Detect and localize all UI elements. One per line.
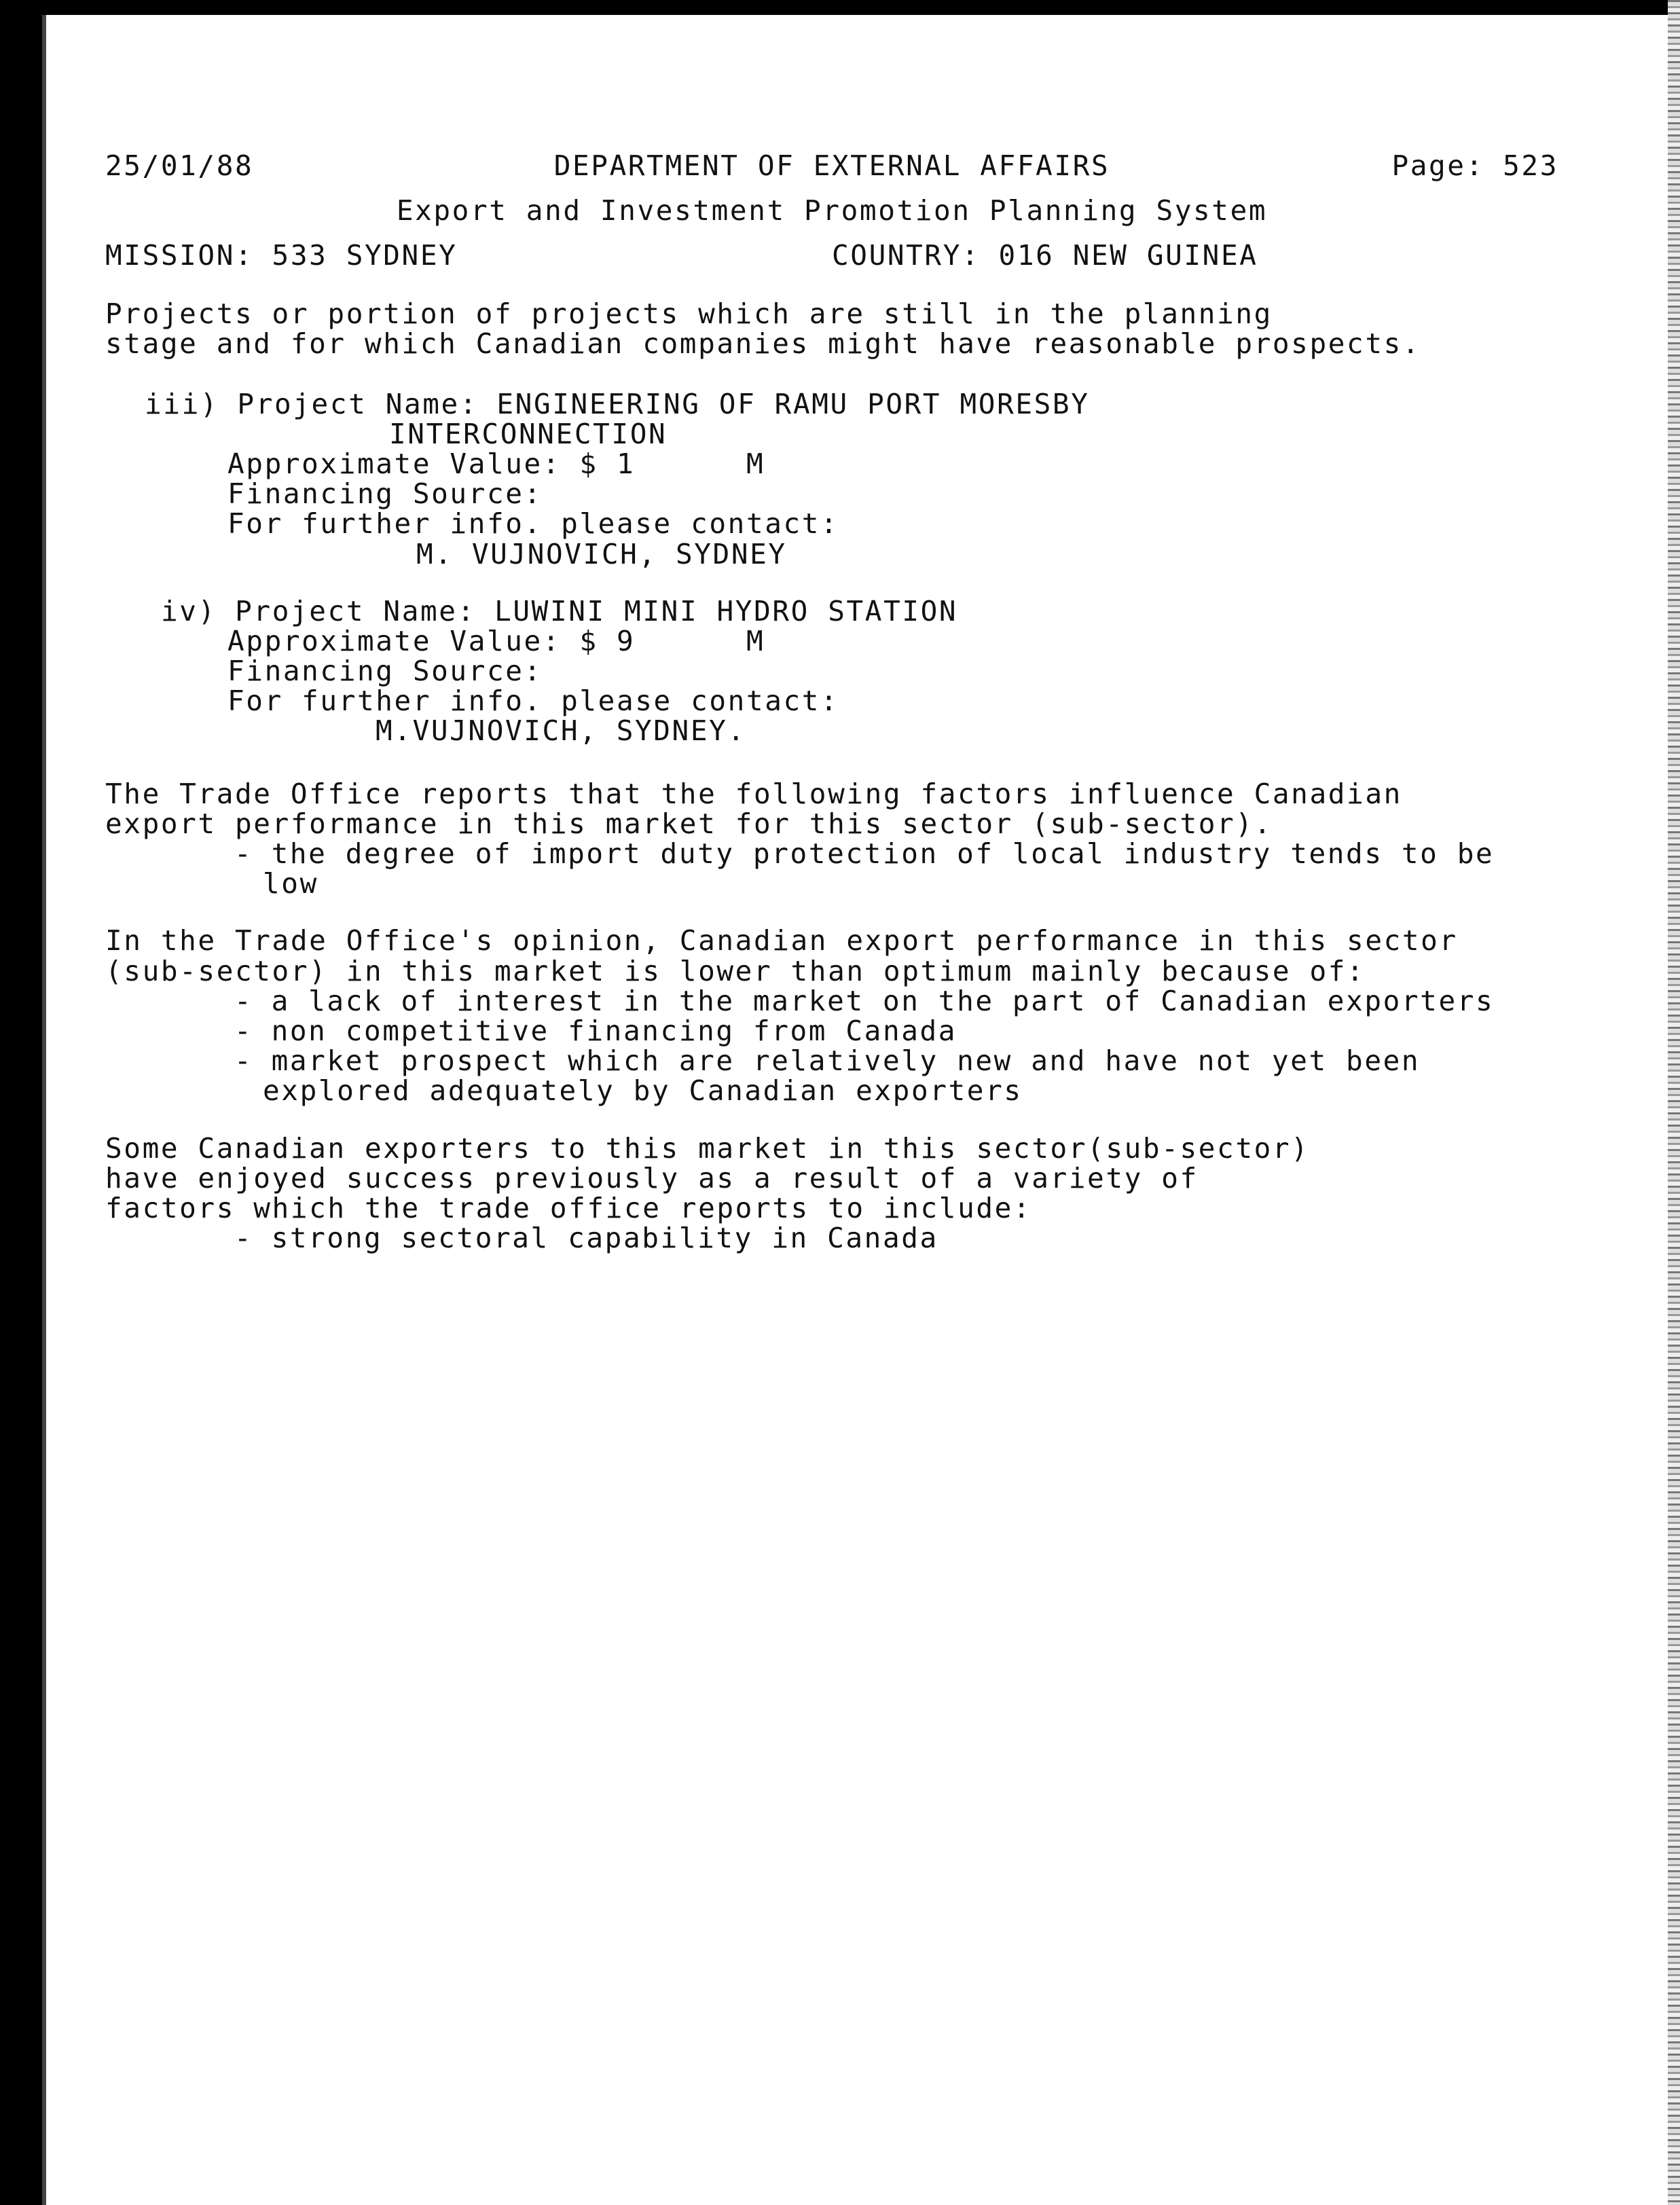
intro-line-1: Projects or portion of projects which are still in the planning xyxy=(105,297,1273,330)
project-3-name: iii) Project Name: ENGINEERING OF RAMU PORT MORESBY xyxy=(145,387,1090,420)
factors-bullet: - the degree of import duty protection of local industry tends to be xyxy=(234,837,1495,870)
opinion-line-1: In the Trade Office's opinion, Canadian export performance in this sector xyxy=(105,924,1458,958)
factors-bullet-continued: low xyxy=(263,867,318,900)
project-3-name-continued: INTERCONNECTION xyxy=(389,417,668,450)
opinion-bullet-3: - market prospect which are relatively new and have not yet been xyxy=(234,1044,1421,1078)
project-3-contact: M. VUJNOVICH, SYDNEY xyxy=(416,537,787,570)
success-line-2: have enjoyed success previously as a result of a variety of xyxy=(105,1161,1199,1195)
header-row xyxy=(105,151,1558,196)
opinion-bullet-1: - a lack of interest in the market on the part of Canadian exporters xyxy=(234,984,1495,1017)
scan-border-left-shadow xyxy=(42,15,46,2205)
system-title-row xyxy=(105,196,1558,240)
scan-border-right xyxy=(1668,0,1680,2205)
opinion-bullet-3-continued: explored adequately by Canadian exporters xyxy=(263,1074,1023,1108)
factors-line-1: The Trade Office reports that the following factors influence Canadian xyxy=(105,777,1402,810)
country-label: COUNTRY: 016 NEW GUINEA xyxy=(832,239,1258,272)
project-4-contact-label: For further info. please contact: xyxy=(227,685,839,718)
document-page xyxy=(105,151,1558,2052)
project-4-contact: M.VUJNOVICH, SYDNEY. xyxy=(376,714,746,748)
factors-line-2: export performance in this market for this sector (sub-sector). xyxy=(105,807,1273,840)
project-4-financing: Financing Source: xyxy=(227,655,543,688)
project-4-name: iv) Project Name: LUWINI MINI HYDRO STATION xyxy=(161,594,958,627)
mission-label: MISSION: 533 SYDNEY xyxy=(105,239,458,272)
department-title: DEPARTMENT OF EXTERNAL AFFAIRS xyxy=(553,149,1110,182)
scan-border-left xyxy=(0,0,42,2205)
success-line-1: Some Canadian exporters to this market in this sector(sub-sector) xyxy=(105,1131,1310,1165)
opinion-bullet-2: - non competitive financing from Canada xyxy=(234,1014,957,1047)
project-3-contact-label: For further info. please contact: xyxy=(227,507,839,541)
success-line-3: factors which the trade office reports to include: xyxy=(105,1191,1032,1224)
success-bullet: - strong sectoral capability in Canada xyxy=(234,1222,938,1255)
report-date: 25/01/88 xyxy=(105,149,254,182)
mission-row xyxy=(105,240,1558,299)
opinion-line-2: (sub-sector) in this market is lower than optimum mainly because of: xyxy=(105,954,1366,987)
project-3-value: Approximate Value: $ 1 M xyxy=(227,447,765,480)
intro-line-2: stage and for which Canadian companies might have reasonable prospects. xyxy=(105,327,1421,361)
project-3-financing: Financing Source: xyxy=(227,477,543,511)
scan-border-top xyxy=(0,0,1680,15)
page-number: Page: 523 xyxy=(1391,149,1558,182)
system-title: Export and Investment Promotion Planning System xyxy=(396,194,1268,227)
project-4-value: Approximate Value: $ 9 M xyxy=(227,624,765,657)
